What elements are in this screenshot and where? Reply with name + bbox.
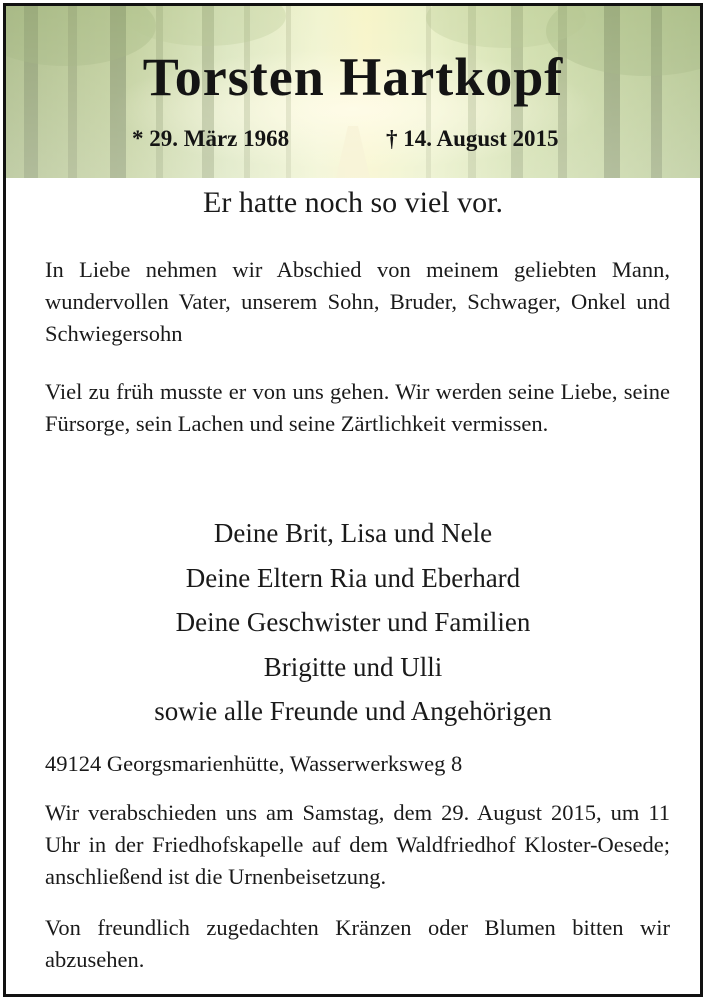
- memory-paragraph: Viel zu früh musste er von uns gehen. Wir werden seine Liebe, seine Fürsorge, sein Lachen und seine Zärtlichkeit vermissen.: [45, 379, 670, 436]
- birth-date: * 29. März 1968: [132, 126, 290, 151]
- signer-line: Deine Eltern Ria und Eberhard: [185, 562, 521, 593]
- signer-line: Deine Geschwister und Familien: [175, 607, 531, 637]
- farewell-paragraph: In Liebe nehmen wir Abschied von meinem geliebten Mann, wundervollen Vater, unserem Sohn, Bruder, Schwager, Onkel und Schwiegersohn: [45, 257, 670, 346]
- obituary-frame: [3, 3, 703, 997]
- flowers-note-paragraph: Von freundlich zugedachten Kränzen oder Blumen bitten wir abzusehen.: [45, 915, 670, 972]
- signer-line: Brigitte und Ulli: [263, 651, 443, 682]
- signer-line: Deine Brit, Lisa und Nele: [213, 518, 493, 548]
- forest-header: [6, 6, 700, 178]
- signer-line: sowie alle Freunde und Angehörigen: [154, 696, 552, 726]
- motto: Er hatte noch so viel vor.: [203, 186, 503, 219]
- funeral-info-paragraph: Wir verabschieden uns am Samstag, dem 29. August 2015, um 11 Uhr in der Friedhofskapelle auf dem Waldfriedhof Kloster-Oesede; anschließend ist die Urnenbeisetzung.: [45, 800, 670, 889]
- deceased-name: Torsten Hartkopf: [142, 47, 564, 107]
- death-date: † 14. August 2015: [386, 126, 559, 151]
- address: 49124 Georgsmarienhütte, Wasserwerksweg 8: [45, 751, 463, 776]
- signers-list: [6, 511, 700, 734]
